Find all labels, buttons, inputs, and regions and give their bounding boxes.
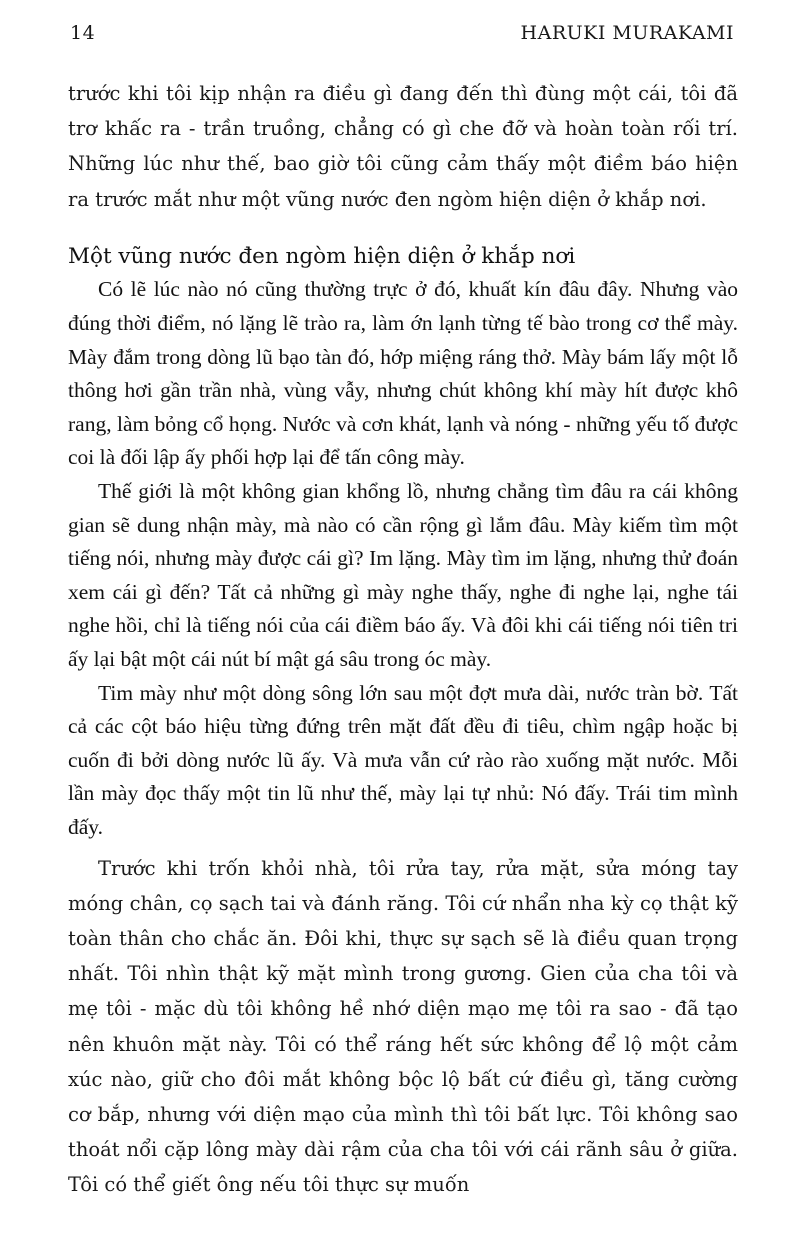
author-name: HARUKI MURAKAMI (520, 22, 734, 44)
page-number: 14 (70, 22, 96, 44)
section-paragraph: Có lẽ lúc nào nó cũng thường trực ở đó, khuất kín đâu đây. Nhưng vào đúng thời điểm, nó lặng lẽ trào ra, làm ớn lạnh từng tế bào trong cơ thể mày. Mày đắm trong dòng lũ bạo tàn đó, hớp miệng ráng thở. Mày bám lấy một lỗ thông hơi gần trần nhà, vùng vẫy, nhưng chút không khí mày hít được khô rang, làm bỏng cổ họng. Nước và cơn khát, lạnh và nóng - những yếu tố được coi là đối lập ấy phối hợp lại để tấn công mày. (68, 277, 738, 470)
italic-section (68, 240, 738, 845)
section-heading: Một vũng nước đen ngòm hiện diện ở khắp nơi (68, 243, 576, 269)
closing-paragraph: Trước khi trốn khỏi nhà, tôi rửa tay, rửa mặt, sửa móng tay móng chân, cọ sạch tai và đánh răng. Tôi cứ nhẩn nha kỳ cọ thật kỹ toàn thân cho chắc ăn. Đôi khi, thực sự sạch sẽ là điều quan trọng nhất. Tôi nhìn thật kỹ mặt mình trong gương. Gien của cha tôi và mẹ tôi - mặc dù tôi không hề nhớ diện mạo mẹ tôi ra sao - đã tạo nên khuôn mặt này. Tôi có thể ráng hết sức không để lộ một cảm xúc nào, giữ cho đôi mắt không bộc lộ bất cứ điều gì, tăng cường cơ bắp, nhưng với diện mạo của mình thì tôi bất lực. Tôi không sao thoát nổi cặp lông mày dài rậm của cha tôi với cái rãnh sâu ở giữa. Tôi có thể giết ông nếu tôi thực sự muốn (68, 856, 738, 1197)
running-header (70, 22, 734, 52)
body-text (68, 76, 738, 1203)
opening-paragraph: trước khi tôi kịp nhận ra điều gì đang đến thì đùng một cái, tôi đã trơ khấc ra - trần truồng, chẳng có gì che đỡ và hoàn toàn rối trí. Những lúc như thế, bao giờ tôi cũng cảm thấy một điềm báo hiện ra trước mắt như một vũng nước đen ngòm hiện diện ở khắp nơi. (68, 82, 738, 211)
section-paragraph: Tim mày như một dòng sông lớn sau một đợt mưa dài, nước tràn bờ. Tất cả các cột báo hiệu từng đứng trên mặt đất đều đi tiêu, chìm ngập hoặc bị cuốn đi bởi dòng nước lũ ấy. Và mưa vẫn cứ rào rào xuống mặt nước. Mỗi lần mày đọc thấy một tin lũ như thế, mày lại tự nhủ: Nó đấy. Trái tim mình đấy. (68, 680, 738, 839)
section-paragraph: Thế giới là một không gian khổng lồ, nhưng chẳng tìm đâu ra cái không gian sẽ dung nhận mày, mà nào có cần rộng gì lắm đâu. Mày kiếm tìm một tiếng nói, nhưng mày được cái gì? Im lặng. Mày tìm im lặng, nhưng thử đoán xem cái gì đến? Tất cả những gì mày nghe thấy, nghe đi nghe lại, nghe tái nghe hồi, chỉ là tiếng nói của cái điềm báo ấy. Và đôi khi cái tiếng nói tiên tri ấy lại bật một cái nút bí mật gá sâu trong óc mày. (68, 478, 738, 671)
